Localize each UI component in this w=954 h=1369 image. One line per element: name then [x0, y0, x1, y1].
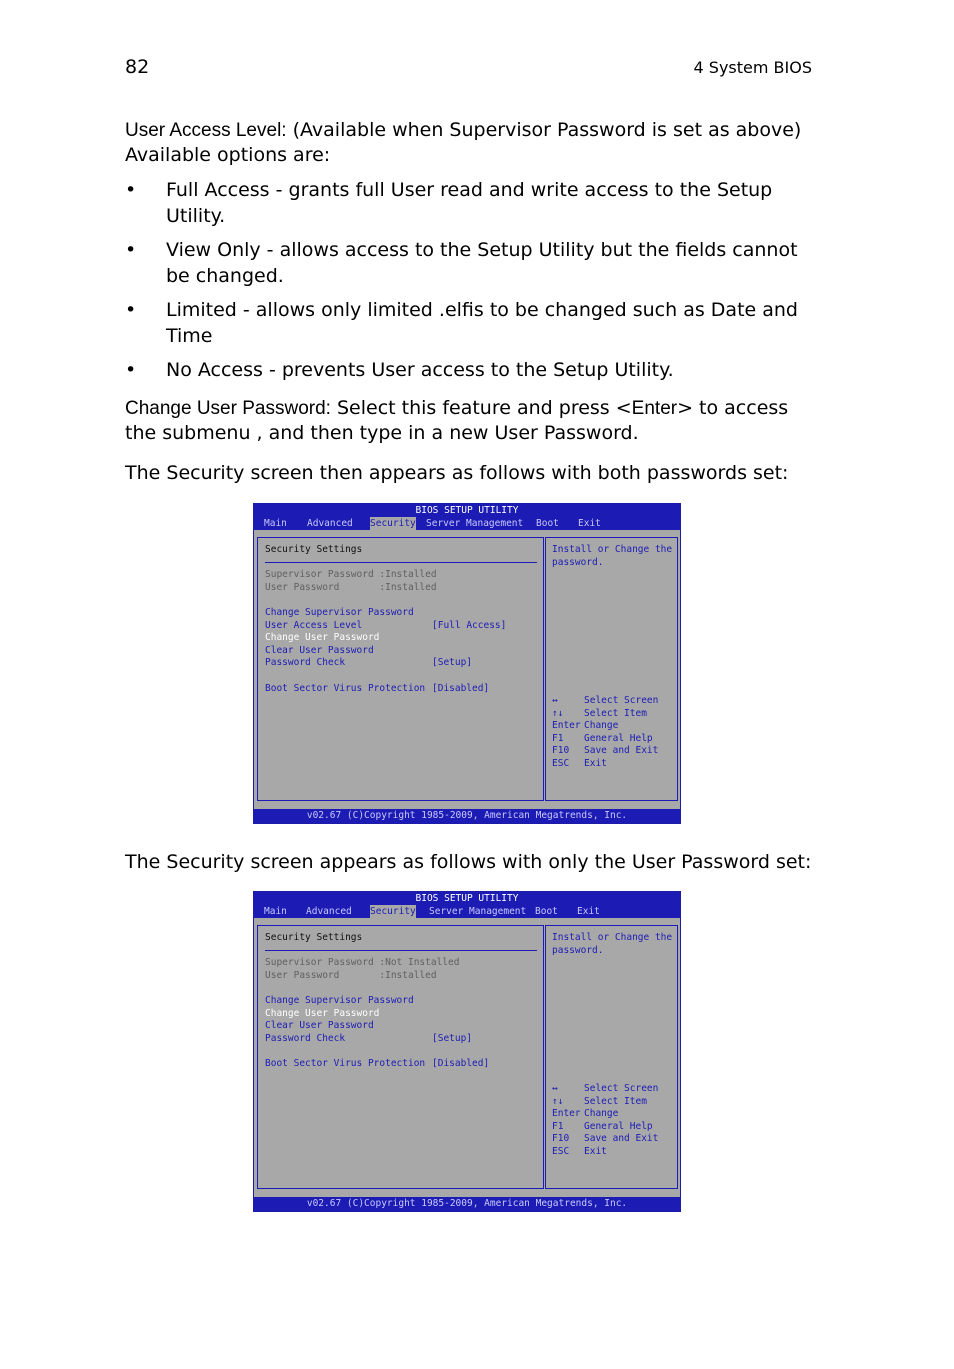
- menu-security[interactable]: Security: [370, 518, 416, 529]
- bios-menubar: [254, 517, 680, 530]
- key-legend-desc: General Help: [584, 733, 653, 744]
- bullet-text: be changed.: [166, 265, 284, 287]
- menu-main[interactable]: Main: [264, 518, 287, 529]
- key-legend-desc: Select Screen: [584, 1083, 659, 1094]
- supervisor-password-status: Supervisor Password :Installed: [265, 569, 437, 580]
- change-user-text: > to access: [677, 397, 789, 419]
- item-user-access-level[interactable]: User Access Level: [265, 620, 363, 631]
- bios-title: BIOS SETUP UTILITY: [254, 892, 680, 905]
- help-text: password.: [552, 557, 604, 568]
- key-legend-key: ↔: [552, 695, 558, 706]
- key-legend-desc: Exit: [584, 758, 607, 769]
- bios-footer: v02.67 (C)Copyright 1985-2009, American Megatrends, Inc.: [254, 1197, 680, 1211]
- help-panel: [545, 925, 678, 1189]
- item-change-user-password[interactable]: Change User Password: [265, 1008, 380, 1019]
- value-password-check: [Setup]: [432, 1033, 473, 1044]
- key-legend-key: ↔: [552, 1083, 558, 1094]
- menu-boot[interactable]: Boot: [536, 518, 559, 529]
- key-legend-desc: Change: [584, 1108, 619, 1119]
- user-password-status: User Password :Installed: [265, 582, 437, 593]
- bios-screenshot-both-passwords: [253, 503, 681, 824]
- item-password-check[interactable]: Password Check: [265, 657, 346, 668]
- bullet-text: Utility.: [166, 205, 226, 227]
- item-change-user-password[interactable]: Change User Password: [265, 632, 380, 643]
- value-boot-sector-virus-protection: [Disabled]: [432, 1058, 490, 1069]
- divider: [265, 562, 537, 563]
- item-change-supervisor-password[interactable]: Change Supervisor Password: [265, 995, 414, 1006]
- key-legend-key: Enter: [552, 1108, 581, 1119]
- page-header: 4 System BIOS: [693, 58, 812, 77]
- settings-panel: [257, 925, 544, 1189]
- bullet-text: Time: [166, 325, 213, 347]
- divider: [265, 950, 537, 951]
- caption-user-password-only: The Security screen appears as follows with only the User Password set:: [125, 851, 812, 873]
- help-panel: [545, 537, 678, 801]
- term-user-access-level: User Access Level:: [125, 120, 287, 141]
- key-legend-desc: Select Item: [584, 708, 647, 719]
- key-legend-key: ↑↓: [552, 708, 564, 719]
- bullet-dot: •: [125, 179, 137, 201]
- key-legend-key: ↑↓: [552, 1096, 564, 1107]
- item-boot-sector-virus-protection[interactable]: Boot Sector Virus Protection: [265, 1058, 426, 1069]
- bios-title: BIOS SETUP UTILITY: [254, 504, 680, 517]
- menu-exit[interactable]: Exit: [577, 906, 600, 917]
- bios-screenshot-user-password-only: [253, 891, 681, 1212]
- key-legend-key: ESC: [552, 758, 570, 769]
- bullet-text: Limited - allows only limited .elfis to be changed such as Date and: [166, 299, 798, 321]
- key-legend-desc: Select Item: [584, 1096, 647, 1107]
- menu-exit[interactable]: Exit: [578, 518, 601, 529]
- section-title: Security Settings: [265, 932, 363, 943]
- item-clear-user-password[interactable]: Clear User Password: [265, 645, 374, 656]
- change-user-text: the submenu , and then type in a new User Password.: [125, 422, 639, 444]
- key-legend-desc: Change: [584, 720, 619, 731]
- key-legend-desc: Save and Exit: [584, 1133, 659, 1144]
- user-access-text: (Available when Supervisor Password is set as above): [286, 119, 802, 141]
- item-clear-user-password[interactable]: Clear User Password: [265, 1020, 374, 1031]
- bullet-text: Full Access - grants full User read and write access to the Setup: [166, 179, 773, 201]
- menu-main[interactable]: Main: [264, 906, 287, 917]
- bios-footer: v02.67 (C)Copyright 1985-2009, American Megatrends, Inc.: [254, 809, 680, 823]
- bullet-text: No Access - prevents User access to the Setup Utility.: [166, 359, 674, 381]
- term-change-user-password: Change User Password:: [125, 398, 331, 419]
- key-legend-desc: General Help: [584, 1121, 653, 1132]
- term-enter: Enter: [631, 398, 678, 419]
- caption-both-passwords: The Security screen then appears as follows with both passwords set:: [125, 462, 789, 484]
- item-password-check[interactable]: Password Check: [265, 1033, 346, 1044]
- key-legend-desc: Save and Exit: [584, 745, 659, 756]
- item-change-supervisor-password[interactable]: Change Supervisor Password: [265, 607, 414, 618]
- value-user-access-level: [Full Access]: [432, 620, 507, 631]
- key-legend-key: F10: [552, 745, 570, 756]
- bios-menubar: [254, 905, 680, 918]
- user-access-paragraph: [125, 118, 825, 168]
- menu-advanced[interactable]: Advanced: [306, 906, 352, 917]
- bullet-dot: •: [125, 299, 137, 321]
- menu-security[interactable]: Security: [370, 906, 416, 917]
- help-text: Install or Change the: [552, 932, 673, 943]
- available-options-text: Available options are:: [125, 144, 331, 166]
- key-legend-key: F1: [552, 1121, 564, 1132]
- key-legend-key: F1: [552, 733, 564, 744]
- value-boot-sector-virus-protection: [Disabled]: [432, 683, 490, 694]
- change-user-paragraph: [125, 396, 825, 446]
- key-legend-desc: Exit: [584, 1146, 607, 1157]
- menu-advanced[interactable]: Advanced: [307, 518, 353, 529]
- item-boot-sector-virus-protection[interactable]: Boot Sector Virus Protection: [265, 683, 426, 694]
- key-legend-desc: Select Screen: [584, 695, 659, 706]
- settings-panel: [257, 537, 544, 801]
- supervisor-password-status: Supervisor Password :Not Installed: [265, 957, 460, 968]
- page-number: 82: [125, 56, 150, 78]
- help-text: password.: [552, 945, 604, 956]
- key-legend-key: F10: [552, 1133, 570, 1144]
- bullet-text: View Only - allows access to the Setup Utility but the fields cannot: [166, 239, 798, 261]
- bullet-dot: •: [125, 239, 137, 261]
- menu-server-management[interactable]: Server Management: [429, 906, 527, 917]
- section-title: Security Settings: [265, 544, 363, 555]
- value-password-check: [Setup]: [432, 657, 473, 668]
- key-legend-key: Enter: [552, 720, 581, 731]
- change-user-text: Select this feature and press <: [330, 397, 632, 419]
- user-password-status: User Password :Installed: [265, 970, 437, 981]
- menu-boot[interactable]: Boot: [535, 906, 558, 917]
- help-text: Install or Change the: [552, 544, 673, 555]
- menu-server-management[interactable]: Server Management: [426, 518, 524, 529]
- key-legend-key: ESC: [552, 1146, 570, 1157]
- bullet-dot: •: [125, 359, 137, 381]
